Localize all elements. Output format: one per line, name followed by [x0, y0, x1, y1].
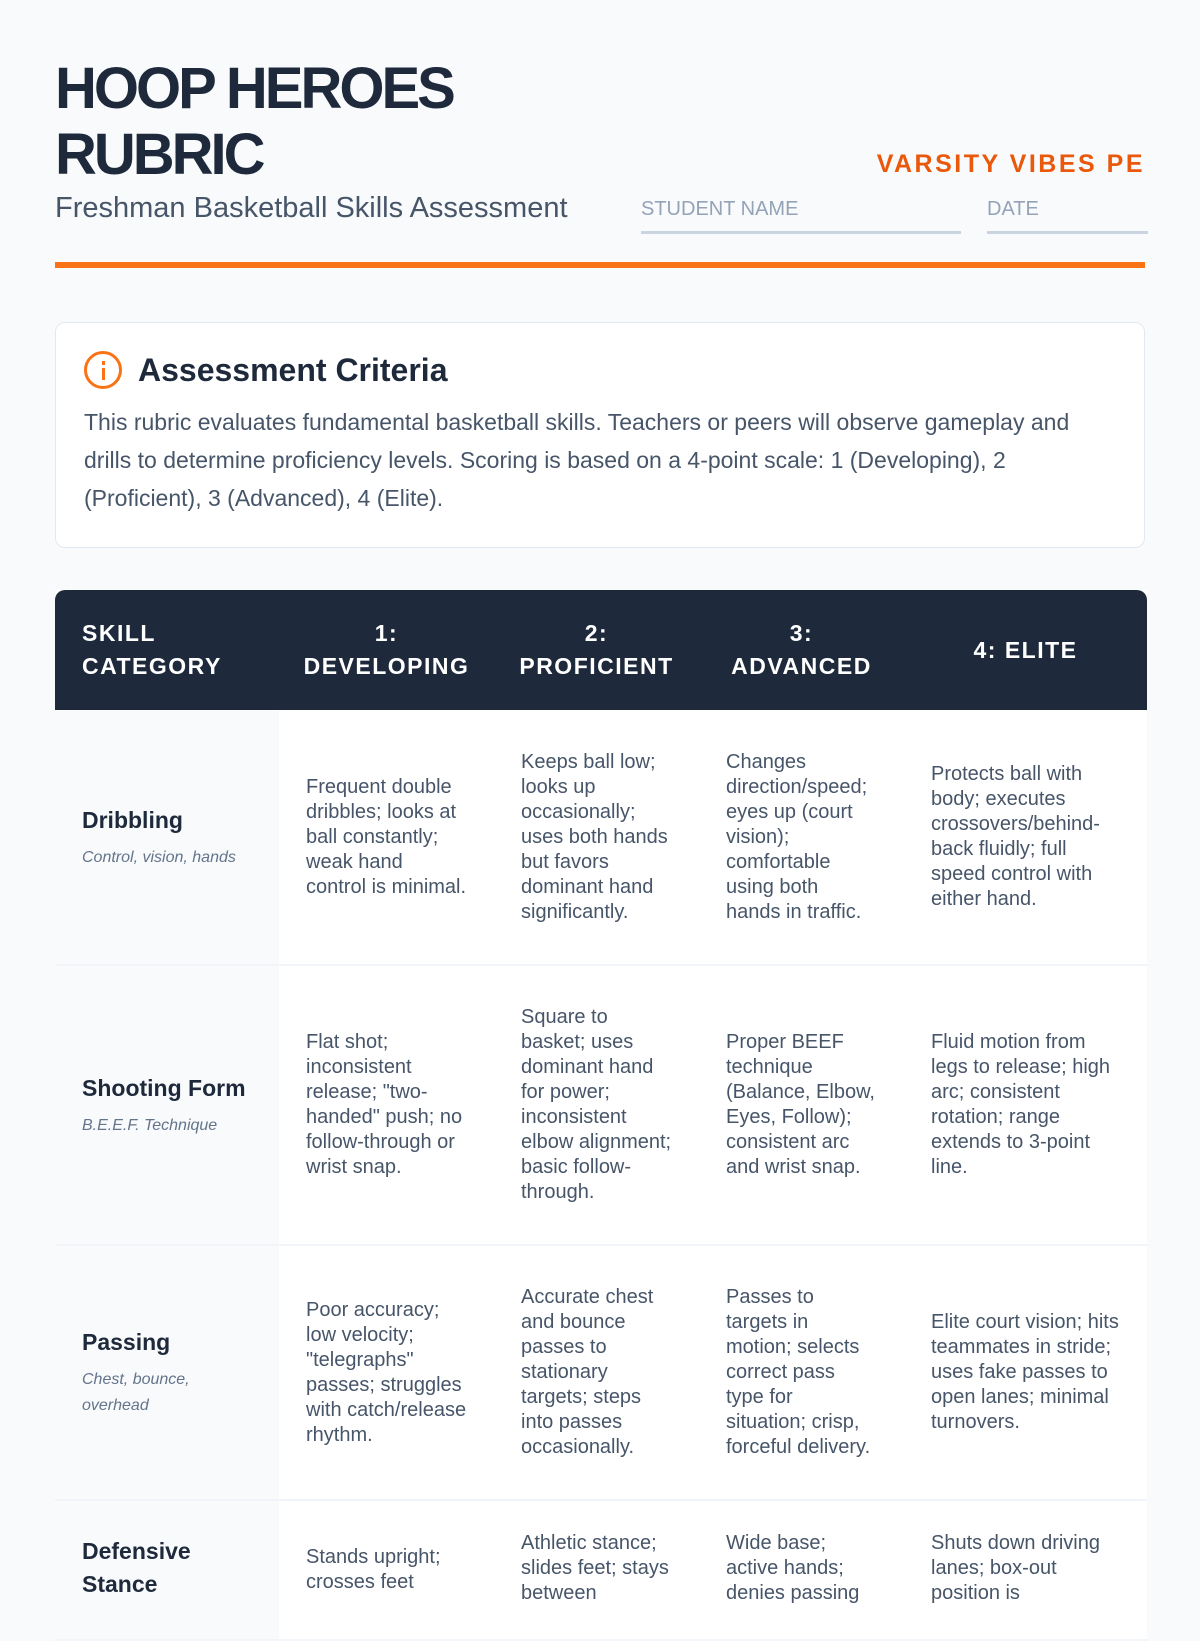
cell-proficient: Square to basket; uses dominant hand for power; inconsistent elbow alignment; basic follow-through. [494, 966, 699, 1246]
header-developing: 1: DEVELOPING [279, 590, 494, 710]
cell-advanced: Proper BEEF technique (Balance, Elbow, Eyes, Follow); consistent arc and wrist snap. [699, 966, 904, 1246]
cell-advanced: Wide base; active hands; denies passing [699, 1501, 904, 1641]
skill-name: Passing [82, 1329, 171, 1355]
skill-name: Shooting Form [82, 1074, 246, 1101]
student-name-field[interactable]: STUDENT NAME [641, 198, 961, 234]
criteria-title: Assessment Criteria [138, 351, 448, 388]
table-row [55, 1501, 1147, 1641]
brand-name: VARSITY VIBES PE [876, 150, 1145, 178]
cell-proficient: Accurate chest and bounce passes to stationary targets; steps into passes occasionally. [494, 1246, 699, 1501]
page-subtitle: Freshman Basketball Skills Assessment [55, 192, 568, 224]
skill-sub: Chest, bounce, overhead [82, 1371, 190, 1414]
date-field[interactable]: DATE [987, 198, 1148, 234]
table-row [55, 966, 1147, 1246]
skill-sub: B.E.E.F. Technique [82, 1116, 218, 1134]
cell-proficient: Keeps ball low; looks up occasionally; uses both hands but favors dominant hand significantly. [494, 710, 699, 966]
cell-elite: Shuts down driving lanes; box-out position is [904, 1501, 1147, 1641]
criteria-text: This rubric evaluates fundamental basketball skills. Teachers or peers will observe gameplay and drills to determine proficiency levels. Scoring is based on a 4-point scale: 1 (Developing), 2 (Proficient), 3 (Advanced), 4 (Elite). [84, 409, 1070, 511]
rubric-table [55, 590, 1147, 1641]
header-proficient: 2: PROFICIENT [494, 590, 699, 710]
cell-advanced: Passes to targets in motion; selects correct pass type for situation; crisp, forceful delivery. [699, 1246, 904, 1501]
header-skill-category: SKILL CATEGORY [55, 590, 279, 710]
header [55, 0, 1145, 268]
cell-elite: Fluid motion from legs to release; high arc; consistent rotation; range extends to 3-point line. [904, 966, 1147, 1246]
assessment-criteria-card [55, 322, 1145, 548]
skill-name: Dribbling [82, 806, 183, 833]
cell-elite: Elite court vision; hits teammates in stride; uses fake passes to open lanes; minimal turnovers. [904, 1246, 1147, 1501]
header-elite: 4: ELITE [904, 590, 1147, 710]
header-advanced: 3: ADVANCED [699, 590, 904, 710]
cell-developing: Flat shot; inconsistent release; "two-handed" push; no follow-through or wrist snap. [279, 966, 494, 1246]
table-row [55, 1246, 1147, 1501]
cell-advanced: Changes direction/speed; eyes up (court vision); comfortable using both hands in traffic. [699, 710, 904, 966]
info-icon [84, 351, 122, 389]
cell-developing: Frequent double dribbles; looks at ball constantly; weak hand control is minimal. [279, 710, 494, 966]
page-title: HOOP HEROES RUBRIC [55, 56, 453, 187]
cell-developing: Poor accuracy; low velocity; "telegraphs" passes; struggles with catch/release rhythm. [279, 1246, 494, 1501]
skill-sub: Control, vision, hands [82, 848, 236, 866]
cell-developing: Stands upright; crosses feet [279, 1501, 494, 1641]
cell-elite: Protects ball with body; executes crossovers/behind-back fluidly; full speed control with either hand. [904, 710, 1147, 966]
cell-proficient: Athletic stance; slides feet; stays between [494, 1501, 699, 1641]
table-row [55, 710, 1147, 966]
skill-name: Defensive Stance [82, 1538, 191, 1597]
